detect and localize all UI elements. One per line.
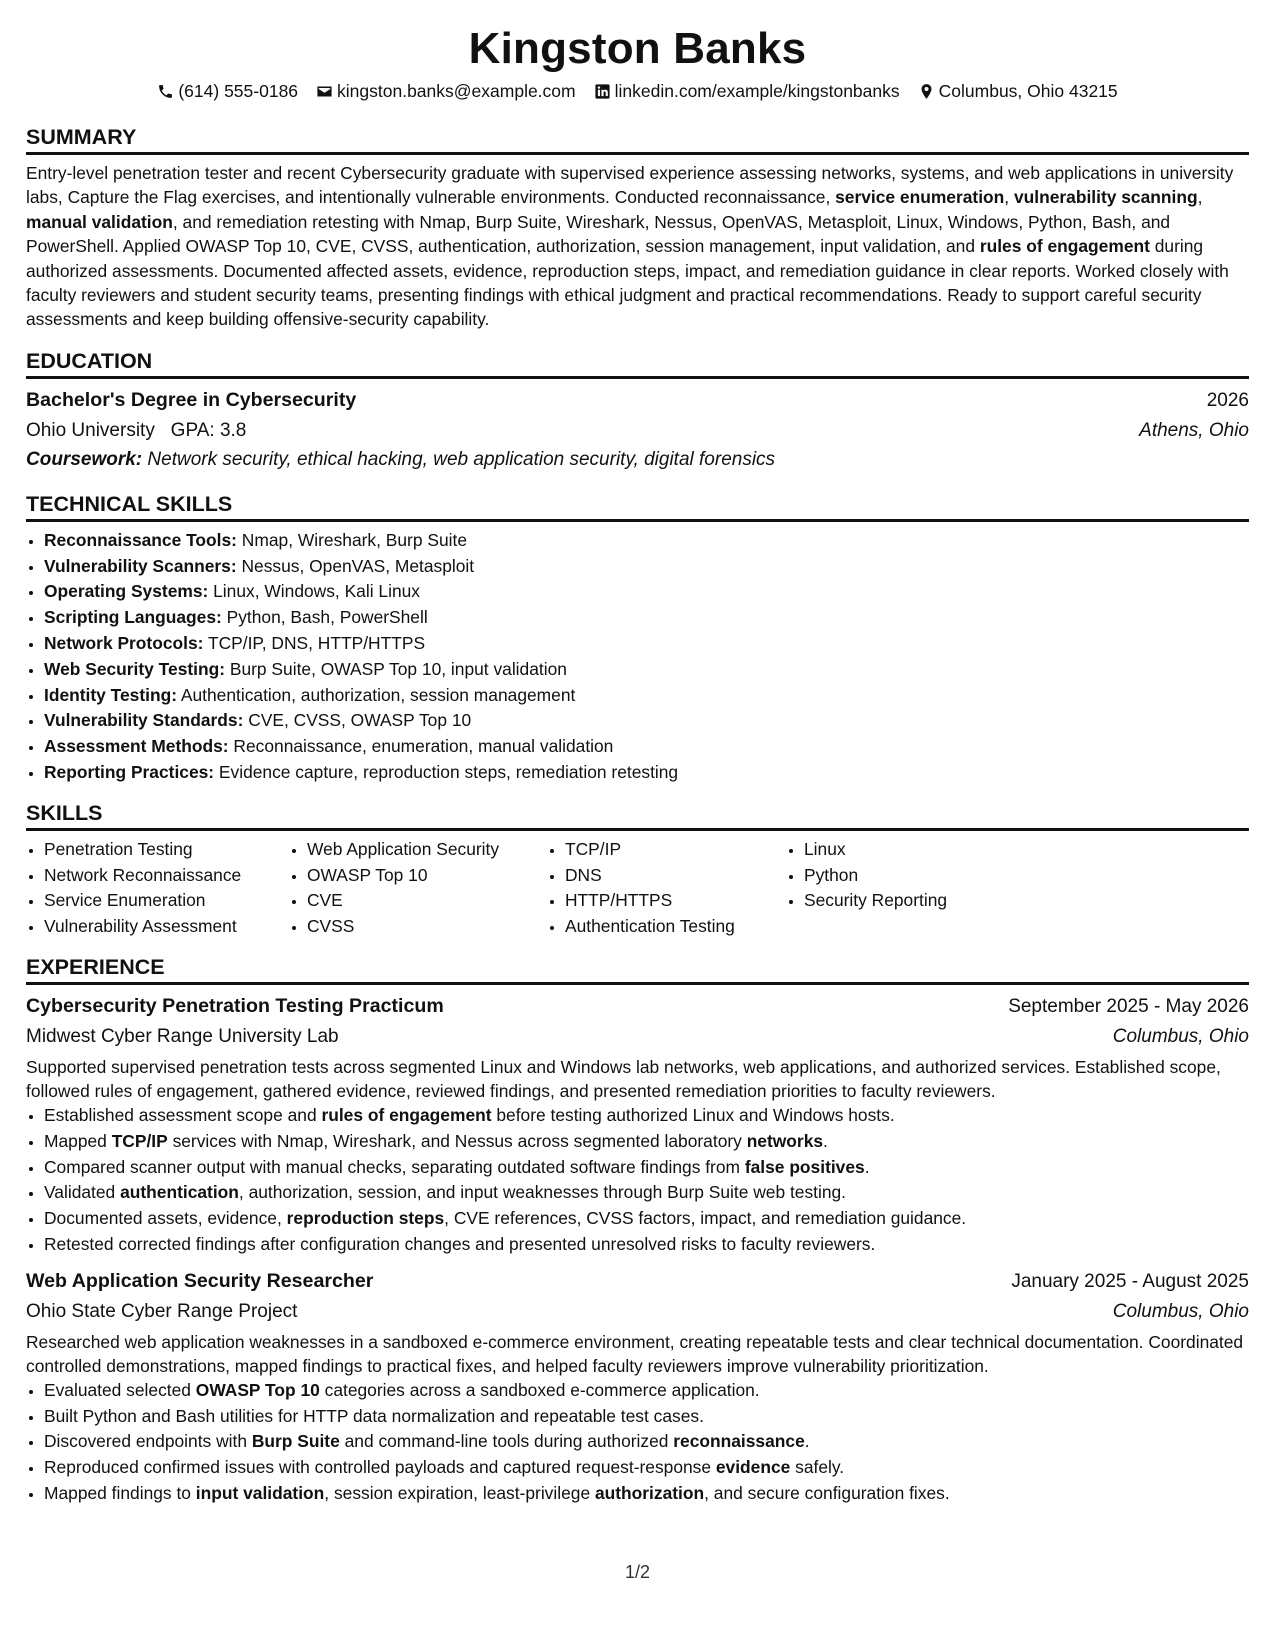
bullet-text: Established assessment scope and [44,1105,322,1125]
technical-skill-value: Python, Bash, PowerShell [221,607,428,628]
bullet-text: Discovered endpoints with [44,1431,252,1452]
skills-column [289,837,547,940]
technical-skill-value: Nessus, OpenVAS, Metasploit [236,555,475,576]
technical-skill-item [44,734,1249,760]
bullet-bold-text: evidence [715,1457,791,1478]
gpa: GPA: 3.8 [170,419,247,441]
contact-location [918,80,1118,102]
technical-skill-item [44,554,1249,580]
job-location: Columbus, Ohio [1112,1026,1249,1047]
job-description: Supported supervised penetration tests across segmented Linux and Windows lab networks, web applications, and authorized services. Established scope, followed rules of engagement, gathered evidence, reviewed findings, and presented remediation priorities to faculty reviewers. [26,1057,1221,1101]
bullet-text: . [804,1431,810,1452]
bullet-text: Documented assets, evidence, [44,1208,287,1229]
technical-skill-item [44,528,1249,554]
technical-skill-item [44,657,1249,683]
technical-skills-section [26,491,1249,786]
education-sub-row [26,416,1249,445]
bullet-text: . [823,1130,828,1151]
bullet-bold-text: false positives [744,1156,865,1177]
job-bullet [44,1404,1249,1430]
skill-item: • Authentication Testing [565,914,786,940]
job-description: Researched web application weaknesses in a sandboxed e-commerce environment, creating repeatable tests and clear technical documentation. Coordinated controlled demonstrations, mapped findings to practical fixes, and helped faculty reviewers improve vulnerability prioritization. [26,1331,1244,1376]
candidate-name: Kingston Banks [468,24,807,73]
bullet-text: categories across a sandboxed e-commerce application. [319,1379,760,1400]
skills-column [547,837,786,940]
school-name: Ohio University [26,419,155,441]
summary-bold-text: vulnerability scanning [1013,187,1198,208]
bullet-bold-text: rules of engagement [321,1105,492,1125]
technical-skill-item [44,708,1249,734]
summary-text: , and remediation retesting with Nmap, Burp Suite, Wireshark, Nessus, OpenVAS, Metasploit, Linux, Windows, Python, Bash, and PowerShell. Applied OWASP Top 10, CVE, CVSS, authentication, authorization, session management, input validation, and [26,211,1171,257]
job-bullet [44,1180,1249,1206]
technical-skill-value: Linux, Windows, Kali Linux [208,581,420,602]
bullet-bold-text: TCP/IP [111,1130,168,1151]
coursework-text: Network security, ethical hacking, web application security, digital forensics [147,448,776,470]
experience-entry [26,1266,1249,1507]
skill-item: • Security Reporting [804,888,1034,914]
skills-column [26,837,289,940]
organization: Midwest Cyber Range University Lab [26,1026,339,1047]
bullet-bold-text: authorization [594,1482,705,1503]
summary-text: , [1004,187,1014,208]
technical-skill-value: CVE, CVSS, OWASP Top 10 [243,710,472,731]
bullet-text: Retested corrected findings after configuration changes and presented unresolved risks to faculty reviewers. [44,1233,876,1254]
bullet-text: Built Python and Bash utilities for HTTP data normalization and repeatable test cases. [44,1405,704,1426]
skill-item: • CVSS [307,914,547,940]
school-line [26,416,246,445]
page-number: 1/2 [624,1562,651,1582]
job-bullet [44,1155,1249,1181]
skill-item: • Network Reconnaissance [44,863,289,889]
technical-skill-item [44,683,1249,709]
skills-grid [26,837,1249,940]
technical-skill-label: Assessment Methods: [44,736,229,757]
technical-skill-item [44,579,1249,605]
bullet-bold-text: Burp Suite [251,1431,340,1452]
bullet-bold-text: networks [746,1130,824,1151]
bullet-text: , CVE references, CVSS factors, impact, and remediation guidance. [444,1208,967,1229]
envelope-icon [316,83,333,100]
summary-bold-text: manual validation [26,211,173,232]
experience-sub-row [26,1022,1249,1051]
experience-list [26,991,1249,1507]
job-bullet [44,1378,1249,1404]
technical-skill-value: Authentication, authorization, session management [177,684,576,705]
school-location: Athens, Ohio [1139,419,1249,441]
section-title-experience: EXPERIENCE [26,954,1249,985]
coursework-line [26,445,1249,475]
experience-header-row [26,991,1249,1022]
technical-skill-label: Identity Testing: [44,684,178,705]
summary-text [26,161,1249,332]
summary-text: , [1197,187,1203,208]
skills-column [786,837,1034,940]
section-title-education: EDUCATION [26,348,1249,379]
bullet-text: and command-line tools during authorized [339,1431,674,1452]
summary-bold-text: rules of engagement [979,236,1150,257]
technical-skills-list [26,528,1249,786]
technical-skill-label: Vulnerability Standards: [44,710,244,731]
bullet-text: before testing authorized Linux and Windows hosts. [491,1105,895,1125]
job-location: Columbus, Ohio [1112,1300,1249,1322]
job-bullets [26,1378,1249,1507]
resume-page [26,22,1249,1507]
technical-skill-value: TCP/IP, DNS, HTTP/HTTPS [203,633,426,654]
technical-skill-item [44,760,1249,786]
section-title-summary: SUMMARY [26,124,1249,155]
job-bullet [44,1103,1249,1129]
organization: Ohio State Cyber Range Project [26,1300,298,1322]
bullet-bold-text: input validation [195,1482,325,1503]
location-text: Columbus, Ohio 43215 [938,81,1118,101]
coursework-label: Coursework: [26,448,143,470]
summary-bold-text: service enumeration [835,187,1005,208]
skill-item: • Linux [804,837,1034,863]
linkedin-text: linkedin.com/example/kingstonbanks [614,81,900,101]
technical-skill-value: Nmap, Wireshark, Burp Suite [236,529,467,550]
education-section [26,348,1249,475]
technical-skill-label: Operating Systems: [44,581,209,602]
bullet-text: Mapped findings to [44,1482,196,1503]
bullet-text: Reproduced confirmed issues with controlled payloads and captured request-response [44,1457,716,1478]
technical-skill-value: Reconnaissance, enumeration, manual validation [228,736,614,757]
skill-item: • HTTP/HTTPS [565,888,786,914]
job-bullets [26,1103,1249,1258]
skill-item: • TCP/IP [565,837,786,863]
technical-skill-label: Vulnerability Scanners: [44,555,237,576]
skills-section [26,800,1249,940]
bullet-text: Mapped [44,1130,112,1151]
job-bullet [44,1429,1249,1455]
contact-phone[interactable] [157,80,298,102]
skill-item: • OWASP Top 10 [307,863,547,889]
bullet-text: , session expiration, least-privilege [324,1482,595,1503]
experience-section [26,954,1249,1507]
skill-item: • DNS [565,863,786,889]
bullet-text: Validated [44,1182,121,1203]
bullet-text: services with Nmap, Wireshark, and Nessus across segmented laboratory [167,1130,747,1151]
bullet-bold-text: authentication [120,1182,239,1203]
summary-text: during authorized assessments. Documented affected assets, evidence, reproduction steps, impact, and remediation guidance in clear reports. Worked closely with faculty reviewers and student security teams, presenting findings with ethical judgment and practical recommendations. Ready to support careful security assessments and keep building offensive-security capability. [26,236,1229,330]
experience-sub-row [26,1297,1249,1326]
phone-icon [157,83,174,100]
contact-linkedin[interactable] [594,80,900,102]
contact-bar [26,80,1249,102]
degree-title: Bachelor's Degree in Cybersecurity [26,388,357,411]
job-title: Web Application Security Researcher [26,1269,374,1292]
bullet-text: , and secure configuration fixes. [704,1482,950,1503]
education-header-row [26,385,1249,416]
summary-section [26,124,1249,332]
map-pin-icon [918,83,935,100]
job-bullet [44,1455,1249,1481]
job-bullet [44,1232,1249,1258]
job-bullet [44,1206,1249,1232]
technical-skill-value: Evidence capture, reproduction steps, remediation retesting [214,762,679,783]
summary-text: Entry-level penetration tester and recent Cybersecurity graduate with supervised experience assessing networks, systems, and web applications in university labs, Capture the Flag exercises, and intentionally vulnerable environments. Conducted reconnaissance, [26,163,1234,208]
graduation-year: 2026 [1206,389,1249,411]
section-title-technical-skills: TECHNICAL SKILLS [26,491,1249,522]
skill-item: • Service Enumeration [44,888,289,914]
skill-item: • Python [804,863,1034,889]
technical-skill-item [44,605,1249,631]
email-text: kingston.banks@example.com [337,81,576,101]
technical-skill-label: Web Security Testing: [44,658,226,679]
job-dates: January 2025 - August 2025 [1011,1270,1249,1292]
phone-text: (614) 555-0186 [178,81,299,101]
linkedin-icon [594,83,611,100]
skill-item: • CVE [307,888,547,914]
bullet-bold-text: reproduction steps [286,1208,445,1229]
technical-skill-label: Network Protocols: [44,633,204,654]
bullet-text: Evaluated selected [44,1379,196,1400]
job-bullet [44,1129,1249,1155]
technical-skill-label: Scripting Languages: [44,607,222,628]
section-title-skills: SKILLS [26,800,1249,831]
skill-item: • Vulnerability Assessment [44,914,289,940]
experience-entry [26,991,1249,1258]
job-title: Cybersecurity Penetration Testing Practicum [26,995,444,1017]
skill-item: • Web Application Security [307,837,547,863]
technical-skill-label: Reconnaissance Tools: [44,529,237,550]
experience-header-row [26,1266,1249,1297]
bullet-bold-text: reconnaissance [673,1431,805,1452]
technical-skill-label: Reporting Practices: [44,762,215,783]
technical-skill-item [44,631,1249,657]
bullet-text: safely. [790,1457,845,1478]
bullet-text: , authorization, session, and input weaknesses through Burp Suite web testing. [238,1182,847,1203]
job-bullet [44,1481,1249,1507]
bullet-bold-text: OWASP Top 10 [195,1379,320,1400]
technical-skill-value: Burp Suite, OWASP Top 10, input validation [225,658,567,679]
skill-item: • Penetration Testing [44,837,289,863]
job-dates: September 2025 - May 2026 [1008,996,1249,1017]
bullet-text: Compared scanner output with manual checks, separating outdated software findings from [44,1156,745,1177]
contact-email[interactable] [316,80,576,102]
bullet-text: . [864,1156,870,1177]
